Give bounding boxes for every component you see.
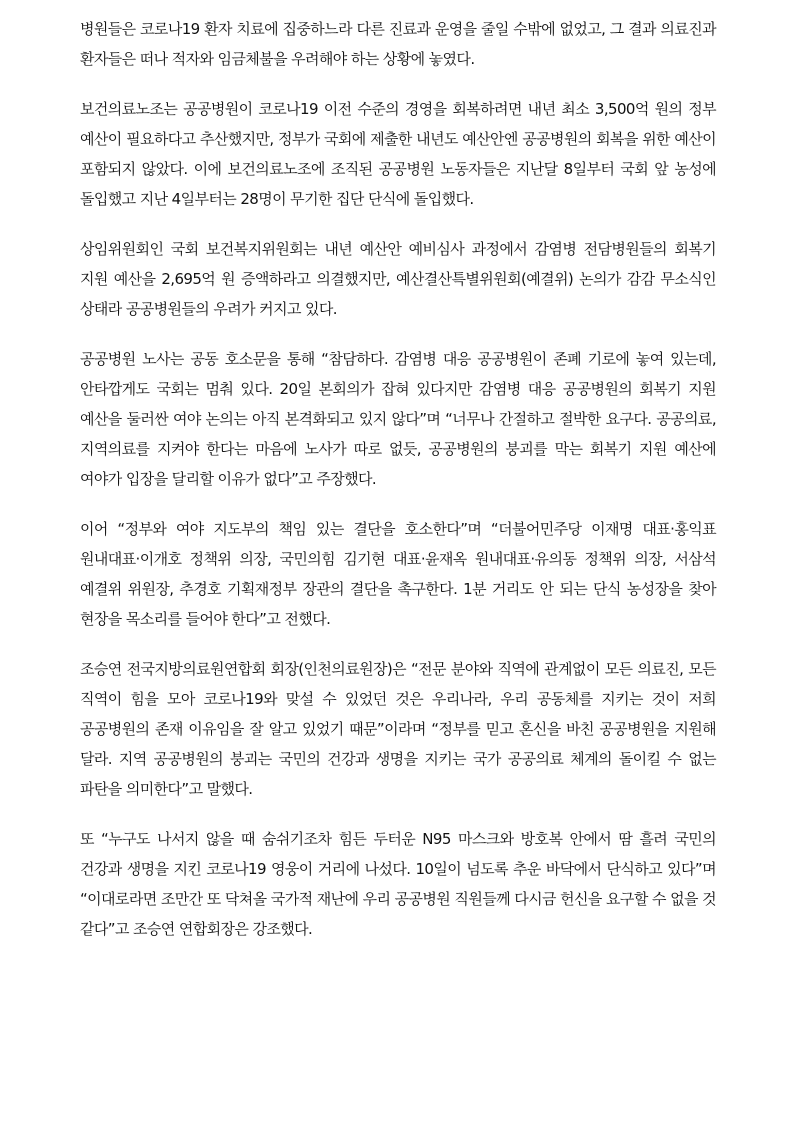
article-body [80,14,716,964]
article-paragraph-4: 공공병원 노사는 공동 호소문을 통해 “참담하다. 감염병 대응 공공병원이 존폐 기로에 놓여 있는데, 안타깝게도 국회는 멈춰 있다. 20일 본회의가 잡혀 있다지만 감염병 대응 공공병원의 회복기 지원 예산을 둘러싼 여야 논의는 아직 본격화되고 있지 않다”며 “너무나 간절하고 절박한 요구다. 공공의료, 지역의료를 지켜야 한다는 마음에 노사가 따로 없듯, 공공병원의 붕괴를 막는 회복기 지원 예산에 여야가 입장을 달리할 이유가 없다”고 주장했다. [80,350,716,488]
article-paragraph-3: 상임위원회인 국회 보건복지위원회는 내년 예산안 예비심사 과정에서 감염병 전담병원들의 회복기 지원 예산을 2,695억 원 증액하라고 의결했지만, 예산결산특별위원회(예결위) 논의가 감감 무소식인 상태라 공공병원들의 우려가 커지고 있다. [80,240,716,318]
article-paragraph-7: 또 “누구도 나서지 않을 때 숨쉬기조차 힘든 두터운 N95 마스크와 방호복 안에서 땀 흘려 국민의 건강과 생명을 지킨 코로나19 영웅이 거리에 나섰다. 10일이 넘도록 추운 바닥에서 단식하고 있다”며 “이대로라면 조만간 또 닥쳐올 국가적 재난에 우리 공공병원 직원들께 다시금 헌신을 요구할 수 없을 것 같다”고 조승연 연합회장은 강조했다. [80,830,716,938]
article-paragraph-6: 조승연 전국지방의료원연합회 회장(인천의료원장)은 “전문 분야와 직역에 관계없이 모든 의료진, 모든 직역이 힘을 모아 코로나19와 맞설 수 있었던 것은 우리나라, 우리 공동체를 지키는 것이 저희 공공병원의 존재 이유임을 잘 알고 있었기 때문”이라며 “정부를 믿고 혼신을 바친 공공병원을 지원해 달라. 지역 공공병원의 붕괴는 국민의 건강과 생명을 지키는 국가 공공의료 체계의 돌이킬 수 없는 파탄을 의미한다”고 말했다. [80,660,716,798]
article-paragraph-2: 보건의료노조는 공공병원이 코로나19 이전 수준의 경영을 회복하려면 내년 최소 3,500억 원의 정부 예산이 필요하다고 추산했지만, 정부가 국회에 제출한 내년도 예산안엔 공공병원의 회복을 위한 예산이 포함되지 않았다. 이에 보건의료노조에 조직된 공공병원 노동자들은 지난달 8일부터 국회 앞 농성에 돌입했고 지난 4일부터는 28명이 무기한 집단 단식에 돌입했다. [80,100,716,208]
article-paragraph-5: 이어 “정부와 여야 지도부의 책임 있는 결단을 호소한다”며 “더불어민주당 이재명 대표·홍익표 원내대표·이개호 정책위 의장, 국민의힘 김기현 대표·윤재옥 원내대표·유의동 정책위 의장, 서삼석 예결위 위원장, 추경호 기획재정부 장관의 결단을 촉구한다. 1분 거리도 안 되는 단식 농성장을 찾아 현장을 목소리를 들어야 한다”고 전했다. [80,520,716,628]
article-paragraph-1: 병원들은 코로나19 환자 치료에 집중하느라 다른 진료과 운영을 줄일 수밖에 없었고, 그 결과 의료진과 환자들은 떠나 적자와 임금체불을 우려해야 하는 상황에 놓였다. [80,20,716,68]
